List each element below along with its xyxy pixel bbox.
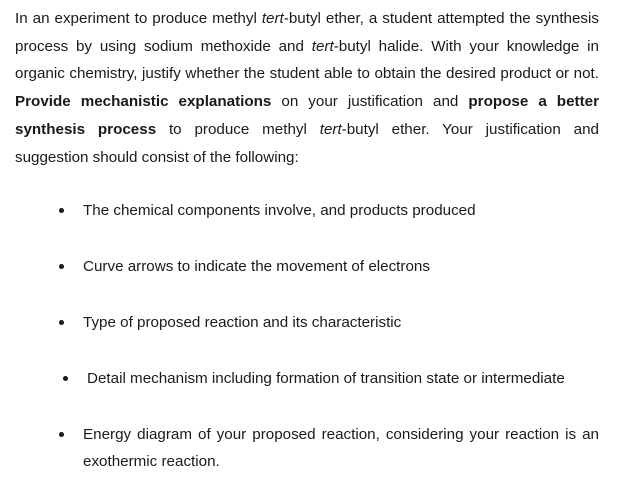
question-paragraph (15, 5, 599, 171)
list-item (59, 253, 599, 280)
list-item-text: The chemical components involve, and products produced (83, 202, 476, 219)
question-text: to produce methyl (156, 120, 320, 138)
bold-instruction: propose a better synthesis process (15, 93, 599, 138)
bullet-icon (59, 197, 69, 224)
list-item-text: Energy diagram of your proposed reaction, considering your reaction is an exothermic reaction. (83, 426, 599, 470)
bullet-icon (59, 421, 69, 448)
list-item-text: Curve arrows to indicate the movement of electrons (83, 258, 430, 275)
question-text: -butyl halide. With your knowledge in organic chemistry, justify whether the student able to obtain the desired product or not. (15, 37, 599, 83)
italic-prefix: tert (319, 120, 342, 138)
bullet-icon (59, 253, 69, 280)
list-item (59, 197, 599, 224)
list-item-text: Detail mechanism including formation of transition state or intermediate (87, 370, 565, 387)
bullet-icon (59, 309, 69, 336)
bullet-icon (63, 365, 73, 392)
italic-prefix: tert (261, 10, 284, 27)
italic-prefix: tert (311, 37, 334, 55)
list-item (59, 421, 599, 475)
question-text: -butyl ether, a student attempted the synthesis process by using sodium methoxide and (15, 10, 599, 55)
list-item (59, 309, 599, 336)
list-item (63, 365, 603, 392)
bold-instruction: Provide mechanistic explanations (15, 93, 272, 111)
question-text: on your justification and (271, 93, 469, 111)
list-item-text: Type of proposed reaction and its characteristic (83, 314, 402, 331)
question-text: In an experiment to produce methyl (15, 10, 262, 27)
question-text: -butyl ether. Your justification and suggestion should consist of the following: (15, 120, 599, 166)
